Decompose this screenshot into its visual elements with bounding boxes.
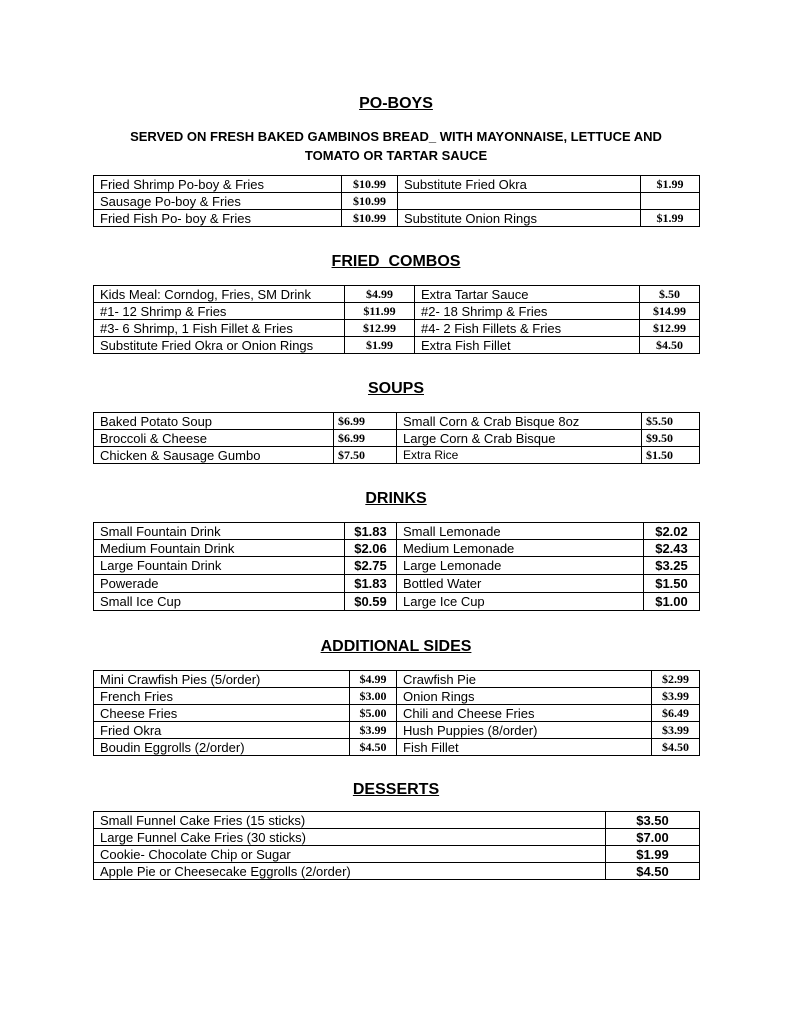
drinks-rows [94, 523, 700, 611]
menu-item [398, 193, 641, 210]
menu-price: $1.50 [644, 575, 700, 593]
table-row [94, 557, 700, 575]
table-row [94, 829, 700, 846]
menu-price: $6.49 [652, 705, 700, 722]
menu-price: $5.00 [350, 705, 397, 722]
menu-item: Substitute Fried Okra or Onion Rings [94, 337, 345, 354]
menu-item: Medium Lemonade [397, 540, 644, 557]
combos-rows [94, 286, 700, 354]
table-row [94, 210, 700, 227]
menu-price: $.50 [640, 286, 700, 303]
table-row [94, 739, 700, 756]
menu-price: $10.99 [342, 210, 398, 227]
poboys-table [93, 175, 700, 227]
menu-price: $3.99 [652, 688, 700, 705]
menu-item: Large Ice Cup [397, 593, 644, 611]
table-row [94, 337, 700, 354]
table-row [94, 447, 700, 464]
table-row [94, 671, 700, 688]
menu-price: $1.99 [345, 337, 415, 354]
table-row [94, 413, 700, 430]
menu-item: Chili and Cheese Fries [397, 705, 652, 722]
drinks-table [93, 522, 700, 611]
poboys-subtitle [100, 127, 692, 165]
menu-price: $2.75 [345, 557, 397, 575]
sides-rows [94, 671, 700, 756]
table-row [94, 705, 700, 722]
menu-price: $2.02 [644, 523, 700, 540]
menu-item: Fried Okra [94, 722, 350, 739]
menu-price: $14.99 [640, 303, 700, 320]
menu-item: Extra Rice [397, 447, 642, 464]
menu-price: $9.50 [642, 430, 700, 447]
menu-item: Broccoli & Cheese [94, 430, 334, 447]
menu-price: $7.00 [606, 829, 700, 846]
menu-item: French Fries [94, 688, 350, 705]
menu-item: Mini Crawfish Pies (5/order) [94, 671, 350, 688]
menu-item: #4- 2 Fish Fillets & Fries [415, 320, 640, 337]
menu-item: Cheese Fries [94, 705, 350, 722]
menu-price: $0.59 [345, 593, 397, 611]
menu-item: Large Funnel Cake Fries (30 sticks) [94, 829, 606, 846]
menu-price: $4.50 [606, 863, 700, 880]
menu-item: Powerade [94, 575, 345, 593]
table-row [94, 575, 700, 593]
poboys-rows [94, 176, 700, 227]
table-row [94, 303, 700, 320]
table-row [94, 286, 700, 303]
combos-title: FRIED COMBOS [331, 253, 461, 270]
menu-item: Small Fountain Drink [94, 523, 345, 540]
menu-price: $6.99 [334, 430, 397, 447]
soups-rows [94, 413, 700, 464]
menu-item: Crawfish Pie [397, 671, 652, 688]
menu-price: $10.99 [342, 176, 398, 193]
poboys-subtitle-line2: TOMATO OR TARTAR SAUCE [304, 148, 488, 163]
table-row [94, 688, 700, 705]
menu-item: Fish Fillet [397, 739, 652, 756]
drinks-title: DRINKS [365, 490, 427, 507]
menu-price: $3.99 [652, 722, 700, 739]
desserts-title: DESSERTS [352, 781, 440, 798]
table-row [94, 540, 700, 557]
menu-price: $11.99 [345, 303, 415, 320]
menu-item: Small Lemonade [397, 523, 644, 540]
menu-item: Sausage Po-boy & Fries [94, 193, 342, 210]
poboys-subtitle-line1: SERVED ON FRESH BAKED GAMBINOS BREAD_ WITH MAYONNAISE, LETTUCE AND [130, 129, 662, 144]
table-row [94, 176, 700, 193]
menu-price: $1.99 [606, 846, 700, 863]
menu-item: Extra Fish Fillet [415, 337, 640, 354]
desserts-rows [94, 812, 700, 880]
table-row [94, 193, 700, 210]
menu-item: Medium Fountain Drink [94, 540, 345, 557]
menu-item: Small Corn & Crab Bisque 8oz [397, 413, 642, 430]
menu-price: $12.99 [345, 320, 415, 337]
menu-item: #3- 6 Shrimp, 1 Fish Fillet & Fries [94, 320, 345, 337]
menu-price: $3.99 [350, 722, 397, 739]
menu-item: Hush Puppies (8/order) [397, 722, 652, 739]
sides-title: ADDITIONAL SIDES [320, 638, 472, 655]
menu-price: $1.99 [641, 210, 700, 227]
menu-item: Kids Meal: Corndog, Fries, SM Drink [94, 286, 345, 303]
menu-item: Large Corn & Crab Bisque [397, 430, 642, 447]
menu-item: Extra Tartar Sauce [415, 286, 640, 303]
table-row [94, 722, 700, 739]
menu-item: Boudin Eggrolls (2/order) [94, 739, 350, 756]
table-row [94, 593, 700, 611]
menu-price: $2.06 [345, 540, 397, 557]
menu-price: $6.99 [334, 413, 397, 430]
menu-price: $4.50 [652, 739, 700, 756]
menu-item: Fried Shrimp Po-boy & Fries [94, 176, 342, 193]
menu-price: $5.50 [642, 413, 700, 430]
menu-price: $12.99 [640, 320, 700, 337]
menu-price: $1.50 [642, 447, 700, 464]
menu-item: Apple Pie or Cheesecake Eggrolls (2/order) [94, 863, 606, 880]
menu-price: $4.99 [345, 286, 415, 303]
menu-price: $1.99 [641, 176, 700, 193]
menu-price: $2.43 [644, 540, 700, 557]
menu-item: #2- 18 Shrimp & Fries [415, 303, 640, 320]
menu-price: $1.00 [644, 593, 700, 611]
menu-price: $7.50 [334, 447, 397, 464]
table-row [94, 430, 700, 447]
table-row [94, 812, 700, 829]
menu-item: Cookie- Chocolate Chip or Sugar [94, 846, 606, 863]
soups-title: SOUPS [367, 380, 424, 397]
table-row [94, 523, 700, 540]
menu-price: $4.50 [640, 337, 700, 354]
menu-item: Small Funnel Cake Fries (15 sticks) [94, 812, 606, 829]
menu-price: $1.83 [345, 523, 397, 540]
menu-price: $3.50 [606, 812, 700, 829]
menu-price: $3.00 [350, 688, 397, 705]
sides-table [93, 670, 700, 756]
menu-item: Substitute Onion Rings [398, 210, 641, 227]
table-row [94, 846, 700, 863]
menu-item: Baked Potato Soup [94, 413, 334, 430]
menu-price: $10.99 [342, 193, 398, 210]
table-row [94, 863, 700, 880]
menu-item: Substitute Fried Okra [398, 176, 641, 193]
menu-price: $2.99 [652, 671, 700, 688]
menu-item: Fried Fish Po- boy & Fries [94, 210, 342, 227]
menu-item: Onion Rings [397, 688, 652, 705]
desserts-table [93, 811, 700, 880]
menu-price [641, 193, 700, 210]
menu-item: Large Fountain Drink [94, 557, 345, 575]
menu-item: #1- 12 Shrimp & Fries [94, 303, 345, 320]
menu-item: Small Ice Cup [94, 593, 345, 611]
soups-table [93, 412, 700, 464]
combos-table [93, 285, 700, 354]
menu-price: $4.99 [350, 671, 397, 688]
menu-item: Chicken & Sausage Gumbo [94, 447, 334, 464]
menu-price: $1.83 [345, 575, 397, 593]
table-row [94, 320, 700, 337]
menu-item: Bottled Water [397, 575, 644, 593]
menu-item: Large Lemonade [397, 557, 644, 575]
menu-price: $4.50 [350, 739, 397, 756]
poboys-title: PO-BOYS [359, 95, 433, 112]
menu-price: $3.25 [644, 557, 700, 575]
